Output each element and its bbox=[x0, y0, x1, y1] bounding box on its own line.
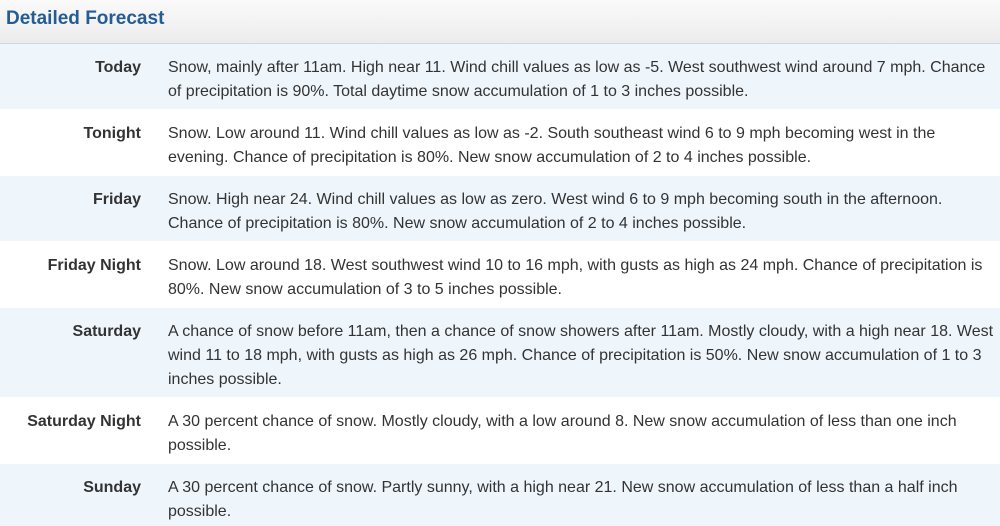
forecast-row-friday bbox=[0, 176, 1000, 242]
panel-title: Detailed Forecast bbox=[6, 8, 165, 29]
forecast-period-text: Snow. Low around 11. Wind chill values as low as -2. South southeast wind 6 to 9 mph becoming west in the evening. Chance of precipitation is 80%. New snow accumulation of 2 to 4 inches possible. bbox=[168, 125, 936, 166]
forecast-period-label: Tonight bbox=[83, 125, 141, 142]
forecast-period-label: Friday Night bbox=[47, 257, 141, 274]
forecast-period-label: Today bbox=[95, 59, 141, 76]
forecast-row-tonight bbox=[0, 110, 1000, 176]
forecast-period-text: Snow. Low around 18. West southwest wind 10 to 16 mph, with gusts as high as 24 mph. Chance of precipitation is 80%. New snow accumulation of 3 to 5 inches possible. bbox=[168, 257, 983, 298]
forecast-period-text: Snow. High near 24. Wind chill values as low as zero. West wind 6 to 9 mph becoming south in the afternoon. Chance of precipitation is 80%. New snow accumulation of 2 to 4 inches possible. bbox=[168, 191, 943, 232]
forecast-row-friday-night bbox=[0, 242, 1000, 308]
forecast-row-sunday bbox=[0, 464, 1000, 526]
forecast-period-text: A chance of snow before 11am, then a chance of snow showers after 11am. Mostly cloudy, with a high near 18. West wind 11 to 18 mph, with gusts as high as 26 mph. Chance of precipitation is 50%. New snow accumulation of 1 to 3 inches possible. bbox=[168, 323, 994, 388]
forecast-period-label: Saturday bbox=[72, 323, 141, 340]
forecast-row-today bbox=[0, 44, 1000, 110]
panel-header bbox=[0, 0, 1000, 44]
forecast-period-text: A 30 percent chance of snow. Partly sunny, with a high near 21. New snow accumulation of less than a half inch possible. bbox=[168, 479, 958, 520]
forecast-period-text: Snow, mainly after 11am. High near 11. Wind chill values as low as -5. West southwest wind around 7 mph. Chance of precipitation is 90%. Total daytime snow accumulation of 1 to 3 inches possible. bbox=[168, 59, 986, 100]
forecast-row-saturday bbox=[0, 308, 1000, 398]
forecast-period-text: A 30 percent chance of snow. Mostly cloudy, with a low around 8. New snow accumulation of less than one inch possible. bbox=[168, 413, 957, 454]
forecast-period-label: Saturday Night bbox=[27, 413, 141, 430]
forecast-period-label: Sunday bbox=[83, 479, 141, 496]
forecast-row-saturday-night bbox=[0, 398, 1000, 464]
forecast-period-label: Friday bbox=[92, 191, 141, 208]
forecast-list bbox=[0, 44, 1000, 526]
